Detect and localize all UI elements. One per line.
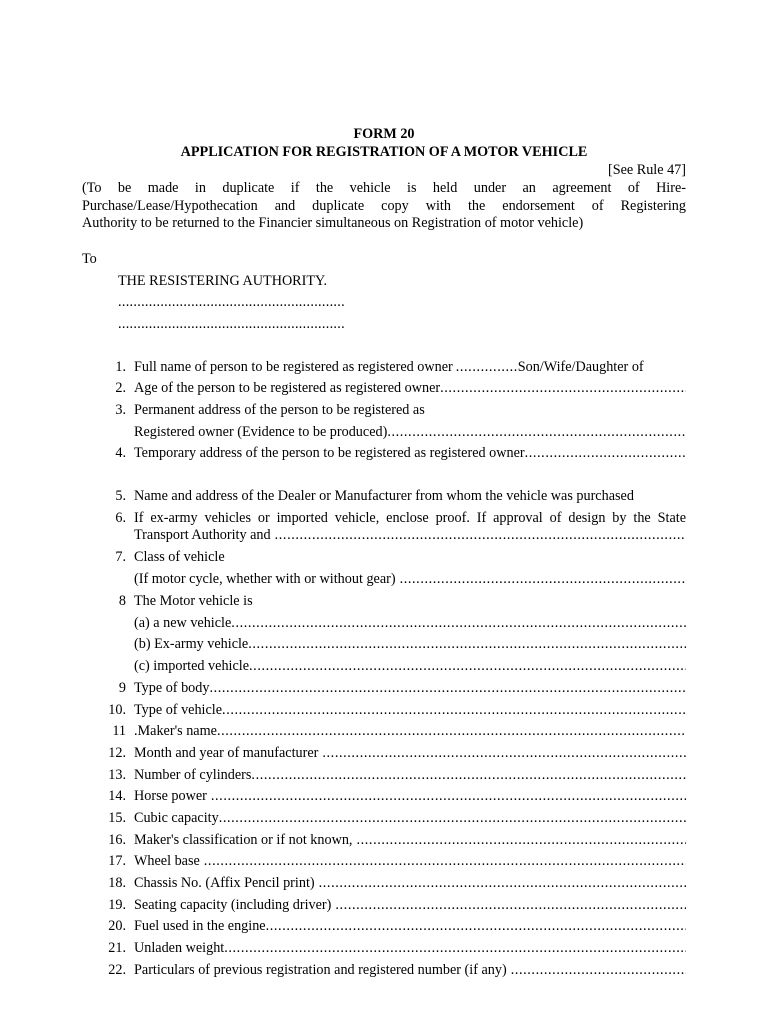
- fill-dots[interactable]: [440, 381, 686, 395]
- fill-dots[interactable]: [322, 746, 686, 760]
- fill-dots[interactable]: [456, 360, 518, 374]
- list-item-continuation: [0, 637, 768, 653]
- fill-dots[interactable]: [219, 811, 686, 825]
- item-number: 22.: [108, 962, 126, 978]
- fill-dots[interactable]: [211, 789, 686, 803]
- item-number: 13.: [108, 767, 126, 783]
- item-label: Seating capacity (including driver): [134, 898, 332, 913]
- item-number: 18.: [108, 875, 126, 891]
- list-item: [0, 681, 768, 697]
- horse-power-field[interactable]: [134, 789, 686, 803]
- item-label: Fuel used in the engine: [134, 919, 266, 934]
- item-label: Type of vehicle: [134, 703, 223, 718]
- item-label: Chassis No. (Affix Pencil print): [134, 876, 315, 891]
- item-number: 7.: [115, 549, 126, 565]
- list-item: [0, 746, 768, 762]
- item-label: (a) a new vehicle: [134, 616, 232, 631]
- item-label: .Maker's name: [134, 724, 217, 739]
- item-label: The Motor vehicle is: [134, 593, 253, 609]
- item-label: (c) imported vehicle: [134, 659, 250, 674]
- list-item: [0, 963, 768, 979]
- item-label: Age of the person to be registered as registered owner: [134, 381, 441, 396]
- fill-dots[interactable]: [217, 724, 686, 738]
- permanent-address-field[interactable]: [134, 425, 686, 439]
- item-label: Registered owner (Evidence to be produced): [134, 425, 388, 440]
- list-item: [0, 703, 768, 719]
- list-item: [0, 403, 768, 419]
- authority-address-line-2[interactable]: ...........................................................: [118, 316, 345, 332]
- list-item: [0, 833, 768, 849]
- list-item: [0, 768, 768, 784]
- list-item: [0, 724, 768, 740]
- form-number: FORM 20: [353, 126, 415, 142]
- maker-classification-field[interactable]: [134, 833, 686, 847]
- item-number: 6.: [115, 510, 126, 526]
- temporary-address-field[interactable]: [134, 446, 686, 460]
- list-item: [0, 789, 768, 805]
- fill-dots[interactable]: [248, 637, 686, 651]
- item-number: 2.: [115, 380, 126, 396]
- item-label: Cubic capacity: [134, 811, 219, 826]
- list-item: [0, 898, 768, 914]
- item-label: Transport Authority and: [134, 528, 271, 543]
- list-item: [0, 594, 768, 610]
- list-item: [0, 381, 768, 397]
- fill-dots[interactable]: [266, 919, 686, 933]
- item-number: 1.: [115, 359, 126, 375]
- item-label: Wheel base: [134, 854, 200, 869]
- imported-vehicle-field[interactable]: [134, 659, 686, 673]
- new-vehicle-field[interactable]: [134, 616, 686, 630]
- seating-capacity-field[interactable]: [134, 898, 686, 912]
- instruction-line-1: (To be made in duplicate if the vehicle is held under an agreement of Hire-: [82, 180, 686, 196]
- fill-dots[interactable]: [511, 963, 686, 977]
- ex-army-vehicle-field[interactable]: [134, 637, 686, 651]
- item-number: 8: [118, 593, 126, 609]
- list-item: [0, 941, 768, 957]
- fill-dots[interactable]: [525, 446, 686, 460]
- owner-name-field[interactable]: [134, 360, 686, 374]
- item-number: 19.: [108, 897, 126, 913]
- item-number: 12.: [108, 745, 126, 761]
- list-item: [0, 360, 768, 376]
- item-number: 10.: [108, 702, 126, 718]
- item-number: 14.: [108, 788, 126, 804]
- item-label: (b) Ex-army vehicle: [134, 637, 249, 652]
- list-item: [0, 446, 768, 462]
- to-label: To: [82, 251, 97, 267]
- motorcycle-gear-field[interactable]: [134, 572, 686, 586]
- item-number: 16.: [108, 832, 126, 848]
- fill-dots[interactable]: [319, 876, 686, 890]
- item-label: Temporary address of the person to be registered as registered owner: [134, 446, 525, 461]
- list-item-continuation: [0, 659, 768, 675]
- list-item-continuation: [0, 616, 768, 632]
- fill-dots[interactable]: [251, 768, 686, 782]
- fill-dots[interactable]: [387, 425, 686, 439]
- form-title: APPLICATION FOR REGISTRATION OF A MOTOR VEHICLE: [180, 144, 588, 160]
- fill-dots[interactable]: [209, 681, 686, 695]
- item-number: 5.: [115, 488, 126, 504]
- item-number: 15.: [108, 810, 126, 826]
- item-number: 9: [118, 680, 126, 696]
- item-label: (If motor cycle, whether with or without gear): [134, 572, 396, 587]
- approval-field[interactable]: [134, 528, 686, 542]
- vehicle-type-field[interactable]: [134, 703, 686, 717]
- item-label: Horse power: [134, 789, 207, 804]
- fill-dots[interactable]: [204, 854, 686, 868]
- item-number: 4.: [115, 445, 126, 461]
- instruction-line-2: Purchase/Lease/Hypothecation and duplicate copy with the endorsement of Registering: [82, 198, 686, 214]
- fill-dots[interactable]: [335, 898, 686, 912]
- unladen-weight-field[interactable]: [134, 941, 686, 955]
- item-label: Name and address of the Dealer or Manufacturer from whom the vehicle was purchased: [134, 488, 634, 504]
- list-item: [0, 489, 768, 505]
- list-item-continuation: [0, 425, 768, 441]
- item-number: 21.: [108, 940, 126, 956]
- fill-dots[interactable]: [356, 833, 686, 847]
- list-item: [0, 511, 768, 527]
- list-item: [0, 854, 768, 870]
- authority-address-line-1[interactable]: ...........................................................: [118, 294, 345, 310]
- maker-name-field[interactable]: [134, 724, 686, 738]
- fill-dots[interactable]: [400, 572, 686, 586]
- item-tail-label: Son/Wife/Daughter of: [517, 360, 644, 375]
- item-label: Month and year of manufacturer: [134, 746, 319, 761]
- previous-registration-field[interactable]: [134, 963, 686, 977]
- manufacture-date-field[interactable]: [134, 746, 686, 760]
- fill-dots[interactable]: [275, 528, 686, 542]
- item-label: Maker's classification or if not known,: [134, 833, 353, 848]
- list-item-continuation: [0, 528, 768, 544]
- item-label: Type of body: [134, 681, 210, 696]
- item-label: Permanent address of the person to be registered as: [134, 402, 425, 418]
- list-item: [0, 550, 768, 566]
- item-label: Number of cylinders: [134, 768, 252, 783]
- list-item: [0, 876, 768, 892]
- fill-dots[interactable]: [249, 659, 686, 673]
- rule-reference: [See Rule 47]: [607, 162, 686, 178]
- fill-dots[interactable]: [231, 616, 686, 630]
- item-label: Unladen weight: [134, 941, 225, 956]
- authority-name: THE RESISTERING AUTHORITY.: [118, 273, 328, 289]
- item-number: 20.: [108, 918, 126, 934]
- item-label: If ex-army vehicles or imported vehicle, enclose proof. If approval of design by the State: [134, 510, 686, 526]
- owner-age-field[interactable]: [134, 381, 686, 395]
- instruction-line-3: Authority to be returned to the Financier simultaneous on Registration of motor vehicle): [82, 215, 584, 231]
- item-label: Particulars of previous registration and registered number (if any): [134, 963, 507, 978]
- list-item: [0, 919, 768, 935]
- chassis-number-field[interactable]: [134, 876, 686, 890]
- item-label: Class of vehicle: [134, 549, 225, 565]
- list-item: [0, 811, 768, 827]
- fill-dots[interactable]: [224, 941, 686, 955]
- cylinders-field[interactable]: [134, 768, 686, 782]
- item-number: 3.: [115, 402, 126, 418]
- cubic-capacity-field[interactable]: [134, 811, 686, 825]
- list-item-continuation: [0, 572, 768, 588]
- item-number: 11: [112, 723, 126, 739]
- fuel-type-field[interactable]: [134, 919, 686, 933]
- fill-dots[interactable]: [222, 703, 686, 717]
- item-number: 17.: [108, 853, 126, 869]
- item-label: Full name of person to be registered as registered owner: [134, 360, 453, 375]
- wheel-base-field[interactable]: [134, 854, 686, 868]
- body-type-field[interactable]: [134, 681, 686, 695]
